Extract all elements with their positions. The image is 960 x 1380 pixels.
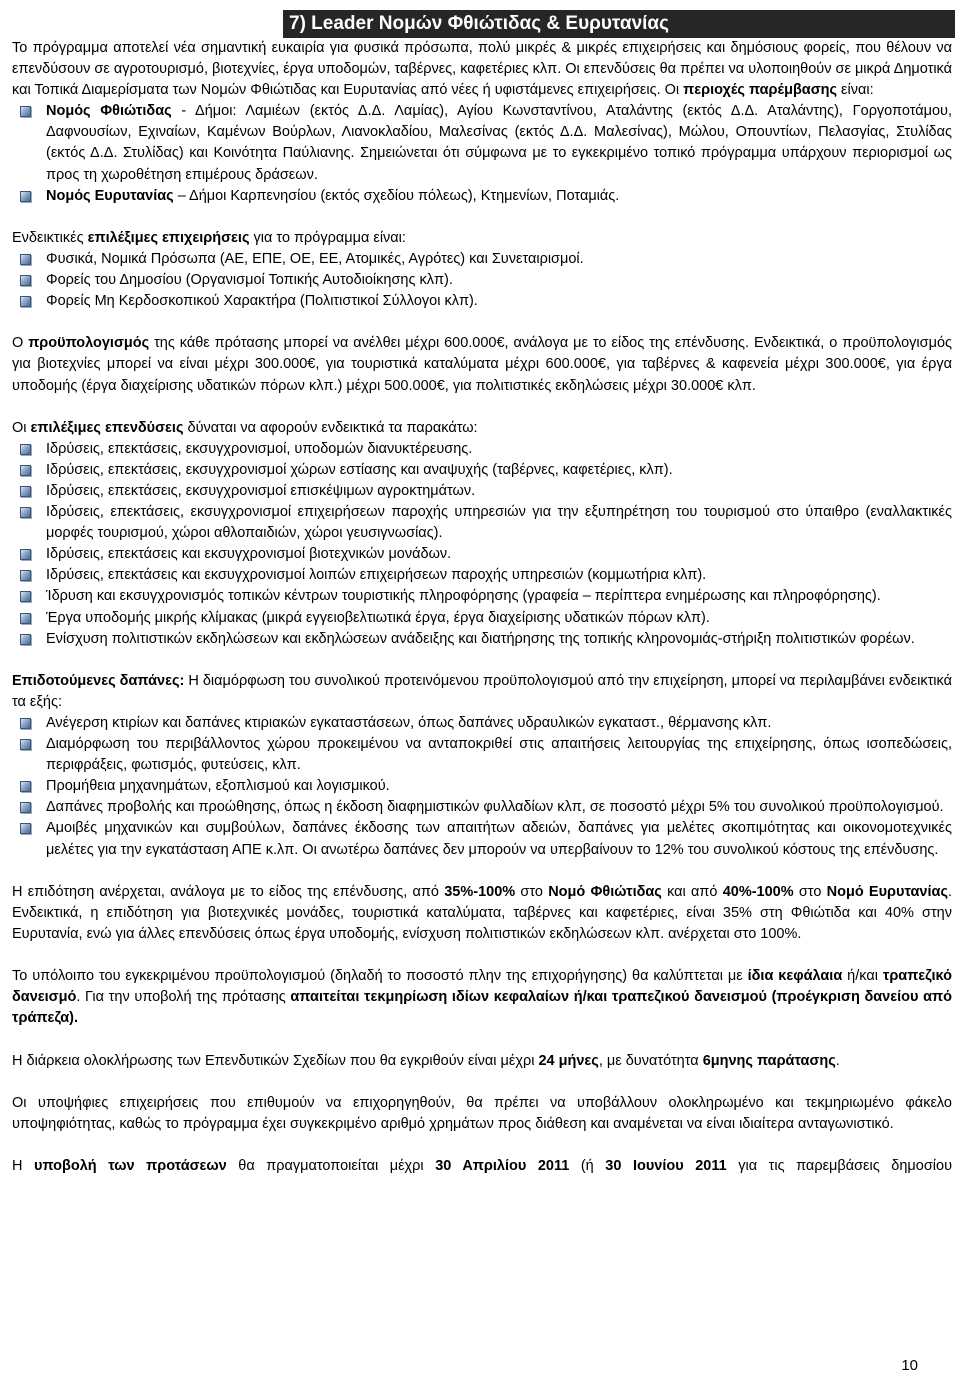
- text-segment: . Για την υποβολή της πρότασης: [76, 989, 291, 1006]
- list-item-text: Ίδρυση και εκσυγχρονισμός τοπικών κέντρων τουριστικής πληροφόρησης (γραφεία – περίπτερα ενημέρωσης και πληροφόρησης).: [46, 588, 881, 605]
- bold-text: Νομό Φθιώτιδας: [548, 883, 662, 900]
- list-item-text: Ιδρύσεις, επεκτάσεις, εκσυγχρονισμοί χώρων εστίασης και αναψυχής (ταβέρνες, καφετέριες, κλπ).: [46, 461, 673, 478]
- bold-text: 30 Ιουνίου 2011: [605, 1157, 727, 1174]
- list-item: [46, 565, 952, 586]
- eligible-businesses-intro: [12, 228, 952, 249]
- square-bullet-icon: [20, 191, 31, 202]
- square-bullet-icon: [20, 591, 31, 602]
- list-item: [46, 101, 952, 185]
- list-item-text: Ιδρύσεις, επεκτάσεις, εκσυγχρονισμοί επιχειρήσεων παροχής υπηρεσιών για την εξυπηρέτηση του τουρισμού στο ύπαιθρο (εναλλακτικές μορφές τουρισμού, χώροι αθλοπαιδιών, χώροι γευσιγνωσίας).: [46, 504, 952, 542]
- bold-text: υποβολή των προτάσεων: [34, 1157, 227, 1174]
- square-bullet-icon: [20, 634, 31, 645]
- text-segment: , με δυνατότητα: [598, 1052, 703, 1069]
- bold-text: Νομός Ευρυτανίας: [46, 187, 174, 204]
- list-item-text: Ενίσχυση πολιτιστικών εκδηλώσεων και εκδηλώσεων ανάδειξης και διατήρησης της τοπικής κληρονομιάς-στήριξη πολιτιστικών φορέων.: [46, 630, 915, 647]
- list-item: [46, 544, 952, 565]
- square-bullet-icon: [20, 465, 31, 476]
- list-item-text: Διαμόρφωση του περιβάλλοντος χώρου προκειμένου να ανταποκριθεί στις απαιτήσεις λειτουργίας της επιχείρησης, όπως ισοπεδώσεις, περιφράξεις, φωτισμός, φυτεύσεις, κλπ.: [46, 736, 952, 774]
- text-segment: στο: [793, 883, 827, 900]
- eligible-businesses-list: [12, 249, 952, 312]
- text-segment: ή/και: [842, 968, 883, 985]
- list-item-text: Δαπάνες προβολής και προώθησης, όπως η έκδοση διαφημιστικών φυλλαδίων κλπ, σε ποσοστό μέχρι 5% του συνολικού προϋπολογισμού.: [46, 799, 944, 816]
- bold-text: επιλέξιμες επιχειρήσεις: [87, 229, 250, 246]
- bold-text: περιοχές παρέμβασης: [683, 82, 838, 99]
- list-item-text: Ιδρύσεις, επεκτάσεις και εκσυγχρονισμοί λοιπών επιχειρήσεων παροχής υπηρεσιών (κομμωτήρια κλπ).: [46, 567, 707, 584]
- list-item-text: Ιδρύσεις, επεκτάσεις, εκσυγχρονισμοί, υποδομών διανυκτέρευσης.: [46, 440, 473, 457]
- list-item: [46, 291, 952, 312]
- eligible-investments-list: [12, 439, 952, 650]
- page-number: 10: [901, 1357, 918, 1374]
- list-item-text: Αμοιβές μηχανικών και συμβούλων, δαπάνες έκδοσης των απαιτήτων αδειών, δαπάνες για μελέτες σκοπιμότητας και οικονομοτεχνικές μελέτες για την εγκατάσταση ΑΠΕ κ.λπ. Οι ανωτέρω δαπάνες δεν μπορούν να υπερβαίνουν το 12% του συνολικού κόστους της επένδυσης.: [46, 820, 952, 858]
- list-item-text: Φορείς του Δημοσίου (Οργανισμοί Τοπικής Αυτοδιοίκησης κλπ).: [46, 272, 453, 289]
- bold-text: απαιτείται τεκμηρίωση ιδίων κεφαλαίων ή/και τραπεζικού δανεισμού (προέγκριση δανείου από τράπεζα).: [12, 989, 952, 1027]
- section-title: 7) Leader Νομών Φθιώτιδας & Ευρυτανίας: [289, 13, 669, 34]
- candidates-paragraph: Οι υποψήφιες επιχειρήσεις που επιθυμούν να επιχορηγηθούν, θα πρέπει να υποβάλλουν ολοκληρωμένο και τεκμηριωμένο φάκελο υποψηφιότητας, καθώς το πρόγραμμα έχει συγκεκριμένο αριθμό χρημάτων προς διάθεση και αναμένεται να είναι ιδιαίτερα ανταγωνιστικό.: [12, 1094, 952, 1132]
- text-segment: Ενδεικτικές: [12, 229, 88, 246]
- text-segment: Οι: [12, 419, 31, 436]
- text-segment: . Ενδεικτικά, η επιδότηση για βιοτεχνικές μονάδες, τουριστικά καταλύματα, ταβέρνες και καφετέριες, είναι 35% στη Φθιώτιδα και 40% στην Ευρυτανία, ενώ για άλλες επενδύσεις όπως έργα υποδομής, ενίσχυση πολιτιστικών εκδηλώσεων κλπ. ανέρχεται στο 100%.: [12, 883, 952, 942]
- square-bullet-icon: [20, 823, 31, 834]
- text-segment: Το πρόγραμμα αποτελεί νέα σημαντική ευκαιρία για φυσικά πρόσωπα, πολύ μικρές & μικρές επιχειρήσεις και δημόσιους φορείς, που θέλουν να επενδύσουν σε αγροτουρισμό, βιοτεχνίες, έργα υποδομών, ταβέρνες, καφετέριες κλπ. Οι επενδύσεις θα πρέπει να υλοποιηθούν σε μικρά Δημοτικά και Τοπικά Διαμερίσματα των Νομών Φθιώτιδας και Ευρυτανίας από νέες ή υφιστάμενες επιχειρήσεις. Οι: [12, 40, 952, 99]
- square-bullet-icon: [20, 444, 31, 455]
- square-bullet-icon: [20, 718, 31, 729]
- list-item: [46, 797, 952, 818]
- list-item-text: Φορείς Μη Κερδοσκοπικού Χαρακτήρα (Πολιτιστικοί Σύλλογοι κλπ).: [46, 293, 478, 310]
- bold-text: 30 Απριλίου 2011: [435, 1157, 570, 1174]
- text-segment: .: [835, 1052, 840, 1069]
- square-bullet-icon: [20, 106, 31, 117]
- list-item-text: Προμήθεια μηχανημάτων, εξοπλισμού και λογισμικού.: [46, 778, 390, 795]
- funding-paragraph: [12, 966, 952, 1029]
- bold-text: ίδια κεφάλαια: [747, 968, 843, 985]
- text-segment: (ή: [569, 1157, 606, 1174]
- list-item-text: Έργα υποδομής μικρής κλίμακας (μικρά εγγειοβελτιωτικά έργα, έργα διαχείρισης υδατικών πόρων κλπ).: [46, 609, 710, 626]
- square-bullet-icon: [20, 802, 31, 813]
- square-bullet-icon: [20, 254, 31, 265]
- text-segment: για το πρόγραμμα είναι:: [249, 229, 406, 246]
- list-item: [46, 776, 952, 797]
- list-item-text: Ιδρύσεις, επεκτάσεις, εκσυγχρονισμοί επισκέψιμων αγροκτημάτων.: [46, 482, 476, 499]
- list-item: [46, 186, 952, 207]
- eligible-investments-intro: [12, 418, 952, 439]
- square-bullet-icon: [20, 486, 31, 497]
- text-segment: – Δήμοι Καρπενησίου (εκτός σχεδίου πόλεως), Κτημενίων, Ποταμιάς.: [173, 187, 620, 204]
- list-item: [46, 460, 952, 481]
- square-bullet-icon: [20, 507, 31, 518]
- square-bullet-icon: [20, 613, 31, 624]
- bold-text: 24 μήνες: [538, 1052, 599, 1069]
- text-segment: είναι:: [837, 82, 874, 99]
- list-item: [46, 629, 952, 650]
- text-segment: Η: [12, 1157, 35, 1174]
- text-segment: για τις παρεμβάσεις δημοσίου: [726, 1157, 952, 1174]
- text-segment: Η διαμόρφωση του συνολικού προτεινόμενου προϋπολογισμού από την επιχείρηση, μπορεί να περιλαμβάνει ενδεικτικά τα εξής:: [12, 672, 952, 710]
- list-item: [46, 270, 952, 291]
- text-segment: δύναται να αφορούν ενδεικτικά τα παρακάτω:: [183, 419, 478, 436]
- list-item-text: Φυσικά, Νομικά Πρόσωπα (ΑΕ, ΕΠΕ, ΟΕ, ΕΕ, Ατομικές, Αγρότες) και Συνεταιρισμοί.: [46, 250, 584, 267]
- text-segment: - Δήμοι: Λαμιέων (εκτός Δ.Δ. Λαμίας), Αγίου Κωνσταντίνου, Αταλάντης (εκτός Δ.Δ. Αταλάντης), Γοργοποτάμου, Δαφνουσίων, Εχιναίων, Καμένων Βούρλων, Λιανοκλαδίου, Μαλεσίνας (εκτός Δ.Δ. Μαλεσίνας), Μώλου, Οπουντίων, Πελασγίας, Στυλίδας (εκτός Δ.Δ. Στυλίδας) και Κοινότητα Παύλιανης. Σημειώνεται ότι σύμφωνα με το εγκεκριμένο τοπικό πρόγραμμα υπάρχουν περιορισμοί ως προς τη χωροθέτηση επιμέρους δράσεων.: [46, 103, 952, 183]
- bold-text: 40%-100%: [722, 883, 794, 900]
- text-segment: Το υπόλοιπο του εγκεκριμένου προϋπολογισμού (δηλαδή το ποσοστό πλην της επιχορήγησης) θα καλύπτεται με: [12, 968, 748, 985]
- bold-text: 35%-100%: [444, 883, 516, 900]
- square-bullet-icon: [20, 275, 31, 286]
- square-bullet-icon: [20, 549, 31, 560]
- list-item: [46, 608, 952, 629]
- bold-text: Επιδοτούμενες δαπάνες:: [12, 672, 185, 689]
- expenses-intro: [12, 671, 952, 713]
- text-segment: Η διάρκεια ολοκλήρωσης των Επενδυτικών Σχεδίων που θα εγκριθούν είναι μέχρι: [12, 1052, 539, 1069]
- bold-text: Νομό Ευρυτανίας: [826, 883, 948, 900]
- bold-text: επιλέξιμες επενδύσεις: [30, 419, 184, 436]
- text-segment: και από: [661, 883, 723, 900]
- list-item-text: Ανέγερση κτιρίων και δαπάνες κτιριακών εγκαταστάσεων, όπως δαπάνες υδραυλικών εγκαταστ., θέρμανσης κλπ.: [46, 715, 772, 731]
- text-segment: Ο: [12, 335, 29, 352]
- text-segment: Η επιδότηση ανέρχεται, ανάλογα με το είδος της επένδυσης, από: [12, 883, 445, 900]
- areas-intro: [12, 38, 952, 101]
- text-segment: θα πραγματοποιείται μέχρι: [226, 1157, 436, 1174]
- list-item-text: Ιδρύσεις, επεκτάσεις και εκσυγχρονισμοί βιοτεχνικών μονάδων.: [46, 546, 452, 563]
- square-bullet-icon: [20, 570, 31, 581]
- section-header: [283, 10, 955, 38]
- subsidy-paragraph: [12, 882, 952, 945]
- list-item: [46, 818, 952, 860]
- list-item: [46, 249, 952, 270]
- expenses-list: [12, 713, 952, 861]
- list-item: [46, 439, 952, 460]
- list-item: [46, 734, 952, 776]
- list-item: [46, 713, 952, 734]
- square-bullet-icon: [20, 739, 31, 750]
- text-segment: της κάθε πρότασης μπορεί να ανέλθει μέχρι 600.000€, ανάλογα με το είδος της επένδυσης. Ενδεικτικά, ο προϋπολογισμός για βιοτεχνίες μπορεί να είναι μέχρι 300.000€, για τουριστικά καταλύματα μέχρι 600.000€, για ταβέρνες & καφενεία μέχρι 300.000€, για έργα υποδομής (έργα διαχείρισης υδατικών πόρων κλπ.) μέχρι 500.000€, για πολιτιστικές εκδηλώσεις μέχρι 30.000€ κλπ.: [12, 335, 952, 394]
- budget-paragraph: [12, 333, 952, 396]
- submission-paragraph: [12, 1156, 952, 1177]
- square-bullet-icon: [20, 781, 31, 792]
- bold-text: 6μηνης παράτασης: [702, 1052, 836, 1069]
- list-item: [46, 481, 952, 502]
- list-item: [46, 586, 952, 607]
- list-item: [46, 502, 952, 544]
- document-body: [12, 38, 952, 1336]
- duration-paragraph: [12, 1051, 952, 1072]
- text-segment: στο: [515, 883, 549, 900]
- bold-text: τραπεζικό δανεισμό: [12, 968, 952, 1006]
- bold-text: προϋπολογισμός: [28, 335, 150, 352]
- square-bullet-icon: [20, 296, 31, 307]
- areas-list: [12, 101, 952, 206]
- bold-text: Νομός Φθιώτιδας: [46, 103, 172, 120]
